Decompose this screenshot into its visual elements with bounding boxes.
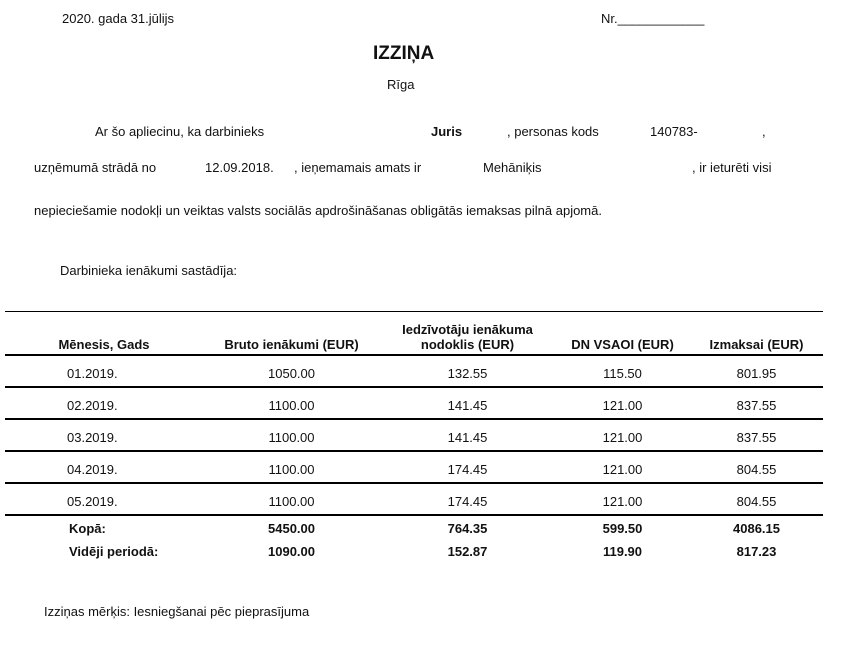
total-row — [5, 515, 823, 539]
total-gross: 5450.00 — [268, 521, 315, 536]
obligations-statement: nepieciešamie nodokļi un veiktas valsts sociālās apdrošināšanas obligātās iemaksas pilnā apjomā. — [34, 203, 602, 218]
table-row — [5, 355, 823, 387]
certificate-purpose: Izziņas mērķis: Iesniegšanai pēc pieprasījuma — [44, 604, 310, 619]
cell-income-tax: 132.55 — [380, 355, 555, 387]
table-row — [5, 483, 823, 515]
cell-income-tax: 141.45 — [380, 387, 555, 419]
taxes-withheld-text: , ir ieturēti visi — [692, 160, 772, 175]
table-header-row — [5, 312, 823, 356]
average-gross: 1090.00 — [268, 544, 315, 559]
income-intro: Darbinieka ienākumi sastādīja: — [60, 263, 238, 278]
cell-social-contributions: 121.00 — [555, 419, 690, 451]
position-value: Mehāniķis — [483, 160, 542, 175]
cell-gross: 1100.00 — [203, 387, 380, 419]
cell-net-pay: 804.55 — [690, 451, 823, 483]
employment-start-label: uzņēmumā strādā no — [34, 160, 157, 175]
cell-gross: 1100.00 — [203, 483, 380, 515]
cell-month: 04.2019. — [5, 451, 203, 483]
document-title: IZZIŅA — [373, 43, 435, 64]
cell-net-pay: 837.55 — [690, 419, 823, 451]
cell-social-contributions: 121.00 — [555, 483, 690, 515]
cell-social-contributions: 115.50 — [555, 355, 690, 387]
table-row — [5, 451, 823, 483]
employee-name: Juris — [431, 124, 463, 139]
personal-code-label: , personas kods — [507, 124, 599, 139]
column-header-net-pay: Izmaksai (EUR) — [690, 312, 823, 356]
certificate-text-intro: Ar šo apliecinu, ka darbinieks — [95, 124, 265, 139]
cell-gross: 1100.00 — [203, 419, 380, 451]
table-row — [5, 419, 823, 451]
cell-social-contributions: 121.00 — [555, 387, 690, 419]
cell-month: 05.2019. — [5, 483, 203, 515]
cell-social-contributions: 121.00 — [555, 451, 690, 483]
column-header-income-tax-line2: nodoklis (EUR) — [420, 337, 515, 352]
personal-code-value: 140783- — [650, 124, 698, 139]
cell-net-pay: 837.55 — [690, 387, 823, 419]
cell-income-tax: 174.45 — [380, 451, 555, 483]
average-label: Vidēji periodā: — [69, 544, 159, 559]
average-net-pay: 817.23 — [736, 544, 777, 559]
document-number: Nr.____________ — [601, 11, 705, 26]
column-header-income-tax — [380, 312, 555, 356]
cell-month: 03.2019. — [5, 419, 203, 451]
column-header-gross: Bruto ienākumi (EUR) — [203, 312, 380, 356]
document-city: Rīga — [387, 77, 415, 92]
employment-start-date: 12.09.2018. — [205, 160, 274, 175]
cell-gross: 1050.00 — [203, 355, 380, 387]
column-header-month: Mēnesis, Gads — [5, 312, 203, 356]
cell-income-tax: 141.45 — [380, 419, 555, 451]
position-label: , ieņemamais amats ir — [294, 160, 422, 175]
average-row — [5, 539, 823, 562]
column-header-social-contributions: DN VSAOI (EUR) — [555, 312, 690, 356]
total-net-pay: 4086.15 — [733, 521, 780, 536]
column-header-income-tax-line1: Iedzīvotāju ienākuma — [402, 322, 533, 337]
document-date: 2020. gada 31.jūlijs — [62, 11, 175, 26]
cell-month: 01.2019. — [5, 355, 203, 387]
cell-net-pay: 801.95 — [690, 355, 823, 387]
cell-income-tax: 174.45 — [380, 483, 555, 515]
total-income-tax: 764.35 — [447, 521, 488, 536]
total-social-contributions: 599.50 — [602, 521, 643, 536]
line1-comma: , — [762, 124, 766, 139]
cell-month: 02.2019. — [5, 387, 203, 419]
average-income-tax: 152.87 — [447, 544, 488, 559]
table-row — [5, 387, 823, 419]
average-social-contributions: 119.90 — [602, 544, 643, 559]
cell-net-pay: 804.55 — [690, 483, 823, 515]
total-label: Kopā: — [69, 521, 106, 536]
income-table — [5, 311, 823, 562]
cell-gross: 1100.00 — [203, 451, 380, 483]
